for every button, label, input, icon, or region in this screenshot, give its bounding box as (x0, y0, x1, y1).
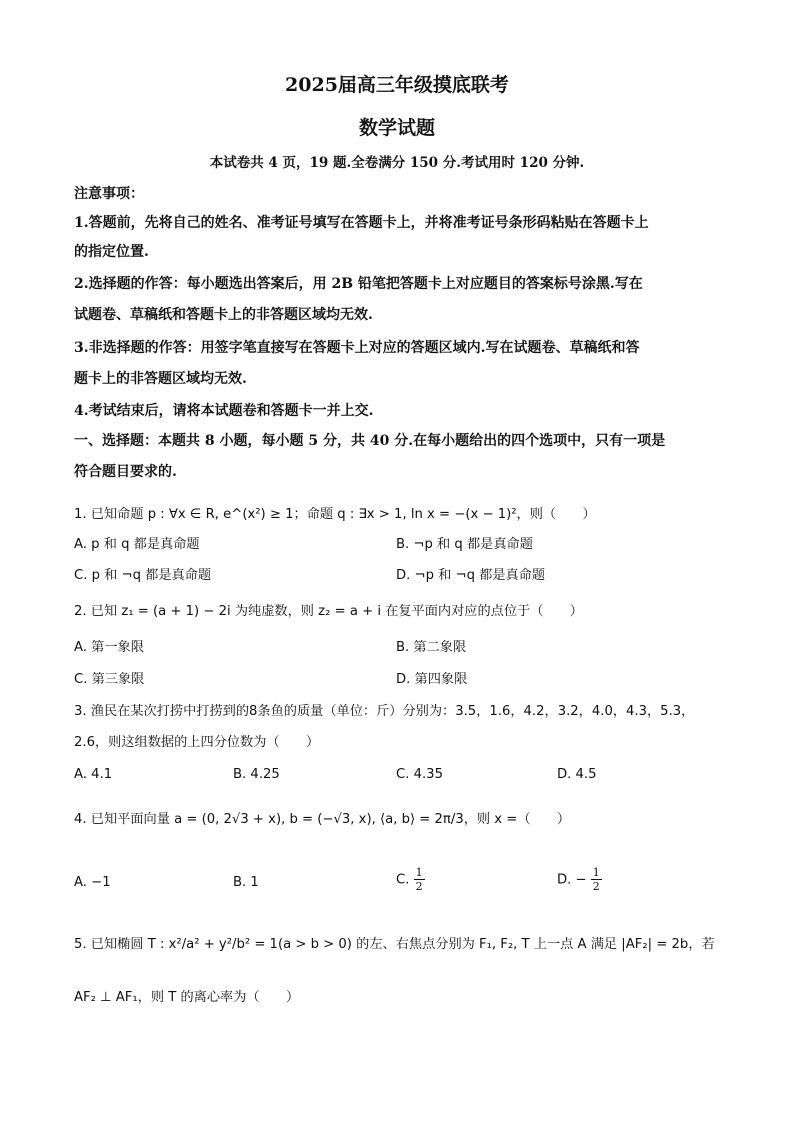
question-2-option-b: B. 第二象限 (396, 640, 467, 655)
question-1-option-b: B. ¬p 和 q 都是真命题 (396, 537, 533, 552)
question-1-option-c: C. p 和 ¬q 都是真命题 (74, 568, 212, 583)
question-4-option-c-label: C. (396, 872, 410, 888)
question-1-option-d: D. ¬p 和 ¬q 都是真命题 (396, 568, 546, 583)
note-line-7: 4.考试结束后，请将本试题卷和答题卡一并上交. (74, 403, 374, 419)
question-2-option-a: A. 第一象限 (74, 640, 144, 655)
fraction-denominator: 2 (415, 880, 423, 893)
note-line-6: 题卡上的非答题区域均无效. (74, 371, 247, 387)
question-1-stem: 1. 已知命题 p : ∀x ∈ R, e^(x²) ≥ 1；命题 q : ∃x > 1, ln x = −(x − 1)²，则（ ） (74, 507, 596, 522)
section-heading-line-1: 一、选择题：本题共 8 小题，每小题 5 分，共 40 分.在每小题给出的四个选项中，只有一项是 (74, 433, 666, 449)
question-4-option-d (557, 866, 602, 893)
section-heading-line-2: 符合题目要求的. (74, 464, 177, 480)
question-4-option-a: A. −1 (74, 875, 111, 890)
question-3-option-a: A. 4.1 (74, 767, 113, 782)
fraction-numerator: 1 (592, 866, 600, 879)
question-4-option-d-fraction (591, 866, 602, 893)
exam-title: 2025届高三年级摸底联考 (285, 74, 509, 96)
note-line-4: 试题卷、草稿纸和答题卡上的非答题区域均无效. (74, 307, 373, 323)
subject-title: 数学试题 (358, 117, 435, 139)
question-3-stem-line-1: 3. 渔民在某次打捞中打捞到的8条鱼的质量（单位：斤）分别为：3.5，1.6，4.2，3.2，4.0，4.3，5.3， (74, 704, 695, 719)
fraction-numerator: 1 (415, 866, 423, 879)
note-line-5: 3.非选择题的作答：用签字笔直接写在答题卡上对应的答题区域内.写在试题卷、草稿纸和答 (74, 340, 640, 356)
fraction-denominator: 2 (592, 880, 600, 893)
question-3-stem-line-2: 2.6，则这组数据的上四分位数为（ ） (74, 735, 320, 750)
question-5-stem-line-1: 5. 已知椭圆 T : x²/a² + y²/b² = 1(a > b > 0) 的左、右焦点分别为 F₁, F₂, T 上一点 A 满足 |AF₂| = 2b，若 (74, 937, 715, 952)
exam-info: 本试卷共 4 页，19 题.全卷满分 150 分.考试用时 120 分钟. (209, 155, 585, 171)
question-4-stem: 4. 已知平面向量 a = (0, 2√3 + x), b = (−√3, x), ⟨a, b⟩ = 2π/3，则 x =（ ） (74, 812, 571, 827)
question-2-option-d: D. 第四象限 (396, 672, 468, 687)
question-4-option-c-fraction (414, 866, 425, 893)
question-1-option-a: A. p 和 q 都是真命题 (74, 537, 200, 552)
question-3-option-c: C. 4.35 (396, 767, 443, 782)
question-4-option-d-label: D. − (557, 872, 587, 888)
question-5-stem-line-2: AF₂ ⊥ AF₁，则 T 的离心率为（ ） (74, 990, 300, 1005)
question-4-option-c (396, 866, 425, 893)
question-3-option-d: D. 4.5 (557, 767, 597, 782)
note-line-3: 2.选择题的作答：每小题选出答案后，用 2B 铅笔把答题卡上对应题目的答案标号涂黑.写在 (74, 276, 643, 292)
question-2-option-c: C. 第三象限 (74, 672, 145, 687)
question-3-option-b: B. 4.25 (233, 767, 280, 782)
note-line-1: 1.答题前，先将自己的姓名、准考证号填写在答题卡上，并将准考证号条形码粘贴在答题卡上 (74, 215, 649, 231)
question-4-option-b: B. 1 (233, 875, 259, 890)
note-line-2: 的指定位置. (74, 244, 149, 260)
question-2-stem: 2. 已知 z₁ = (a + 1) − 2i 为纯虚数，则 z₂ = a + i 在复平面内对应的点位于（ ） (74, 604, 583, 619)
notes-heading: 注意事项： (74, 186, 144, 202)
